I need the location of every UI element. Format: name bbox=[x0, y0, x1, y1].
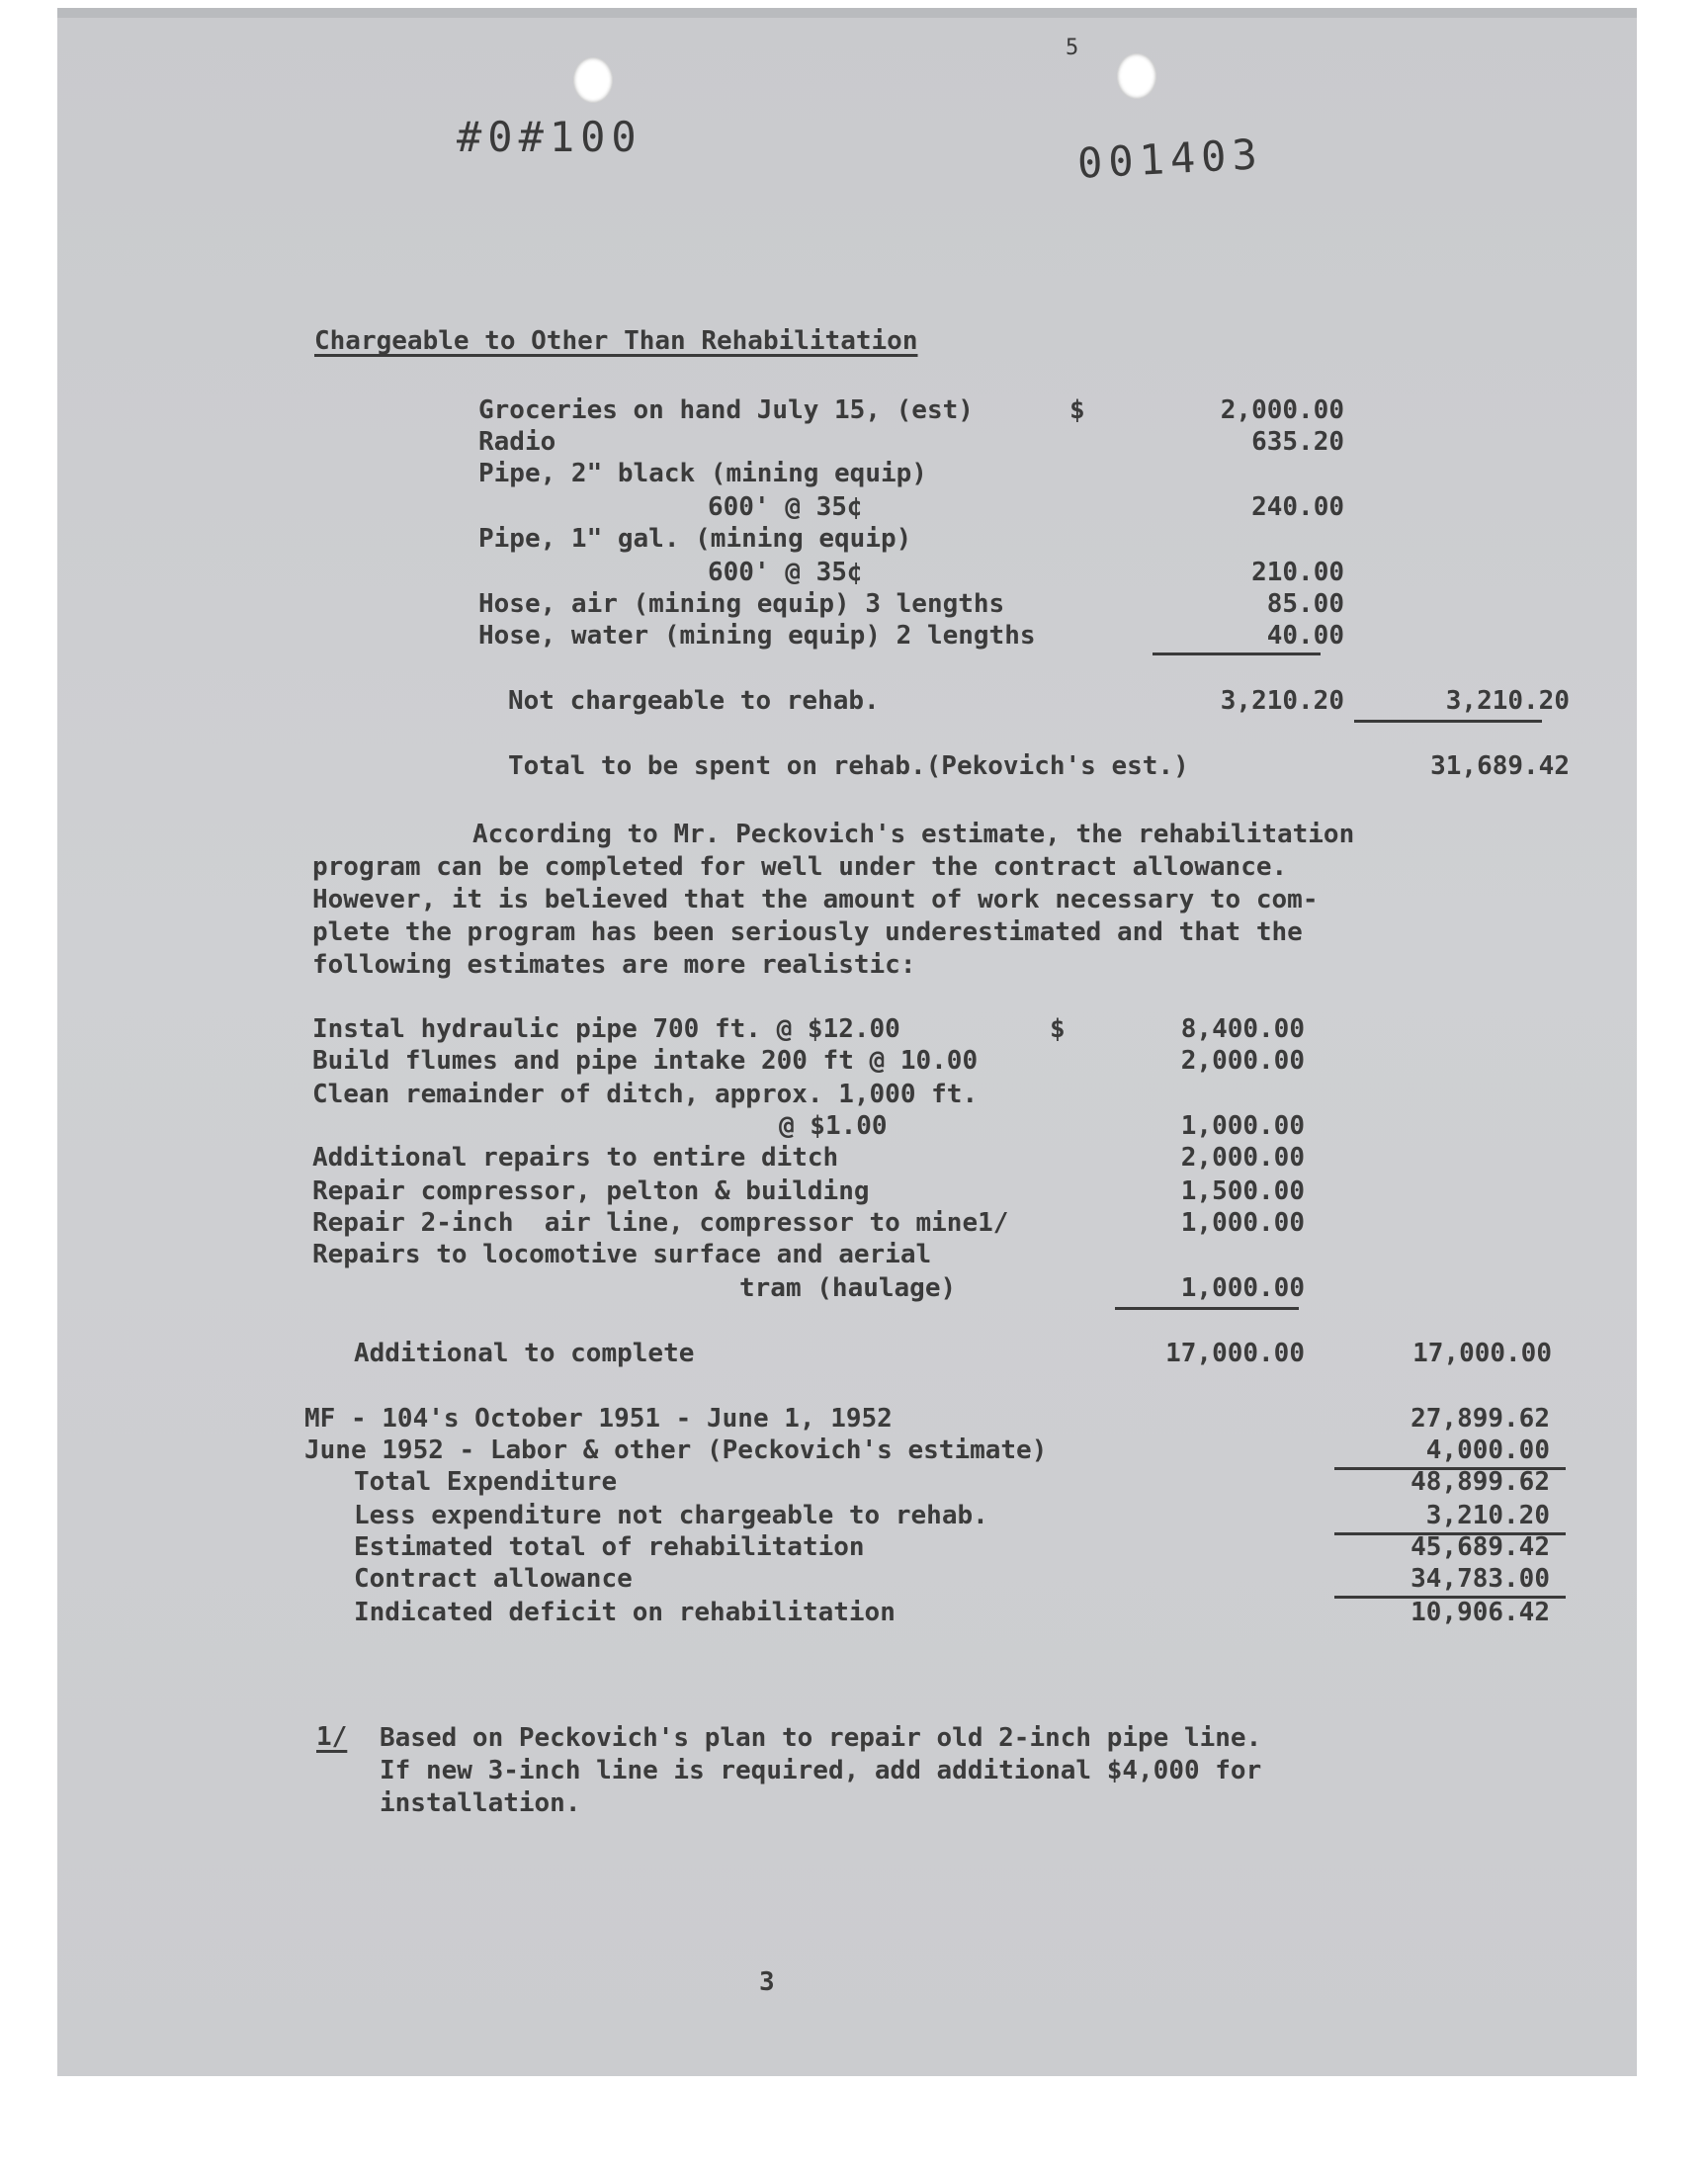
estimate-label: Build flumes and pipe intake 200 ft @ 10.00 bbox=[312, 1046, 979, 1076]
stamp-right: 001403 bbox=[1075, 130, 1264, 188]
summary-amount: 4,000.00 bbox=[1425, 1436, 1550, 1465]
estimate-amount: 2,000.00 bbox=[1180, 1046, 1305, 1076]
additional-total: 17,000.00 bbox=[1412, 1339, 1552, 1368]
summary-amount: 10,906.42 bbox=[1410, 1598, 1550, 1627]
line-item-label: Hose, air (mining equip) 3 lengths bbox=[478, 589, 1005, 619]
estimate-label: Repair 2-inch air line, compressor to mine1/ bbox=[312, 1208, 1009, 1238]
footnote-marker: 1/ bbox=[316, 1722, 348, 1752]
currency-sign: $ bbox=[1069, 395, 1085, 425]
paragraph-line: plete the program has been seriously underestimated and that the bbox=[312, 917, 1303, 947]
estimate-amount: 2,000.00 bbox=[1180, 1143, 1305, 1173]
line-item-label: Pipe, 2" black (mining equip) bbox=[478, 459, 927, 488]
paragraph-line: However, it is believed that the amount of work necessary to com- bbox=[312, 885, 1319, 914]
stamp-left: #0#100 bbox=[457, 113, 642, 161]
estimate-amount: 1,000.00 bbox=[1180, 1111, 1305, 1141]
estimate-amount: 1,000.00 bbox=[1180, 1208, 1305, 1238]
footnote-line: installation. bbox=[380, 1788, 581, 1818]
summary-amount: 27,899.62 bbox=[1410, 1404, 1550, 1434]
estimate-label: Clean remainder of ditch, approx. 1,000 ft. bbox=[312, 1080, 979, 1109]
total-spent-amount: 31,689.42 bbox=[1430, 751, 1570, 781]
footnote-line: Based on Peckovich's plan to repair old 2-inch pipe line. bbox=[380, 1723, 1262, 1753]
line-item-label: Hose, water (mining equip) 2 lengths bbox=[478, 621, 1036, 651]
additional-subtotal: 17,000.00 bbox=[1165, 1339, 1305, 1368]
summary-label: Less expenditure not chargeable to rehab. bbox=[354, 1501, 988, 1530]
estimate-label: Instal hydraulic pipe 700 ft. @ $12.00 bbox=[312, 1014, 900, 1044]
tick-mark: 5 bbox=[1066, 36, 1079, 60]
line-item-amount: 240.00 bbox=[1251, 492, 1344, 522]
estimate-label: Repair compressor, pelton & building bbox=[312, 1176, 870, 1206]
estimate-label: tram (haulage) bbox=[739, 1273, 957, 1303]
line-item-amount: 210.00 bbox=[1251, 558, 1344, 587]
line-item-amount: 635.20 bbox=[1251, 427, 1344, 457]
subtotal-rule bbox=[1115, 1307, 1299, 1310]
summary-label: Total Expenditure bbox=[354, 1467, 618, 1497]
not-chargeable-subtotal: 3,210.20 bbox=[1220, 686, 1344, 716]
punch-hole-right bbox=[1117, 53, 1156, 99]
summary-label: Contract allowance bbox=[354, 1564, 633, 1594]
not-chargeable-label: Not chargeable to rehab. bbox=[508, 686, 880, 716]
line-item-label: Radio bbox=[478, 427, 556, 457]
page-top-edge bbox=[57, 8, 1637, 18]
summary-label: June 1952 - Labor & other (Peckovich's estimate) bbox=[304, 1436, 1048, 1465]
document-page bbox=[57, 8, 1637, 2076]
estimate-amount: 8,400.00 bbox=[1180, 1014, 1305, 1044]
line-item-label: Pipe, 1" gal. (mining equip) bbox=[478, 524, 912, 554]
line-item-amount: 40.00 bbox=[1266, 621, 1344, 651]
page-number: 3 bbox=[759, 1967, 775, 1997]
estimate-amount: 1,500.00 bbox=[1180, 1176, 1305, 1206]
estimate-label: @ $1.00 bbox=[779, 1111, 888, 1141]
total-spent-label: Total to be spent on rehab.(Pekovich's est.) bbox=[508, 751, 1189, 781]
estimate-label: Additional repairs to entire ditch bbox=[312, 1143, 839, 1173]
footnote-line: If new 3-inch line is required, add additional $4,000 for bbox=[380, 1756, 1262, 1785]
paragraph-line: program can be completed for well under the contract allowance. bbox=[312, 852, 1288, 882]
line-item-amount: 85.00 bbox=[1266, 589, 1344, 619]
line-item-label: 600' @ 35¢ bbox=[708, 558, 863, 587]
summary-amount: 45,689.42 bbox=[1410, 1532, 1550, 1562]
section-heading: Chargeable to Other Than Rehabilitation bbox=[314, 326, 918, 356]
paragraph-line: According to Mr. Peckovich's estimate, the rehabilitation bbox=[472, 820, 1355, 849]
not-chargeable-total: 3,210.20 bbox=[1445, 686, 1570, 716]
summary-label: Indicated deficit on rehabilitation bbox=[354, 1598, 896, 1627]
additional-label: Additional to complete bbox=[354, 1339, 695, 1368]
summary-label: Estimated total of rehabilitation bbox=[354, 1532, 865, 1562]
line-item-label: 600' @ 35¢ bbox=[708, 492, 863, 522]
estimate-label: Repairs to locomotive surface and aerial bbox=[312, 1240, 932, 1269]
line-item-amount: 2,000.00 bbox=[1220, 395, 1344, 425]
subtotal-rule bbox=[1153, 652, 1321, 655]
punch-hole-left bbox=[573, 57, 613, 103]
summary-amount: 48,899.62 bbox=[1410, 1467, 1550, 1497]
summary-amount: 34,783.00 bbox=[1410, 1564, 1550, 1594]
summary-label: MF - 104's October 1951 - June 1, 1952 bbox=[304, 1404, 893, 1434]
total-rule bbox=[1354, 720, 1542, 723]
line-item-label: Groceries on hand July 15, (est) bbox=[478, 395, 974, 425]
currency-sign: $ bbox=[1050, 1014, 1066, 1044]
estimate-amount: 1,000.00 bbox=[1180, 1273, 1305, 1303]
paragraph-line: following estimates are more realistic: bbox=[312, 950, 916, 980]
summary-amount: 3,210.20 bbox=[1425, 1501, 1550, 1530]
